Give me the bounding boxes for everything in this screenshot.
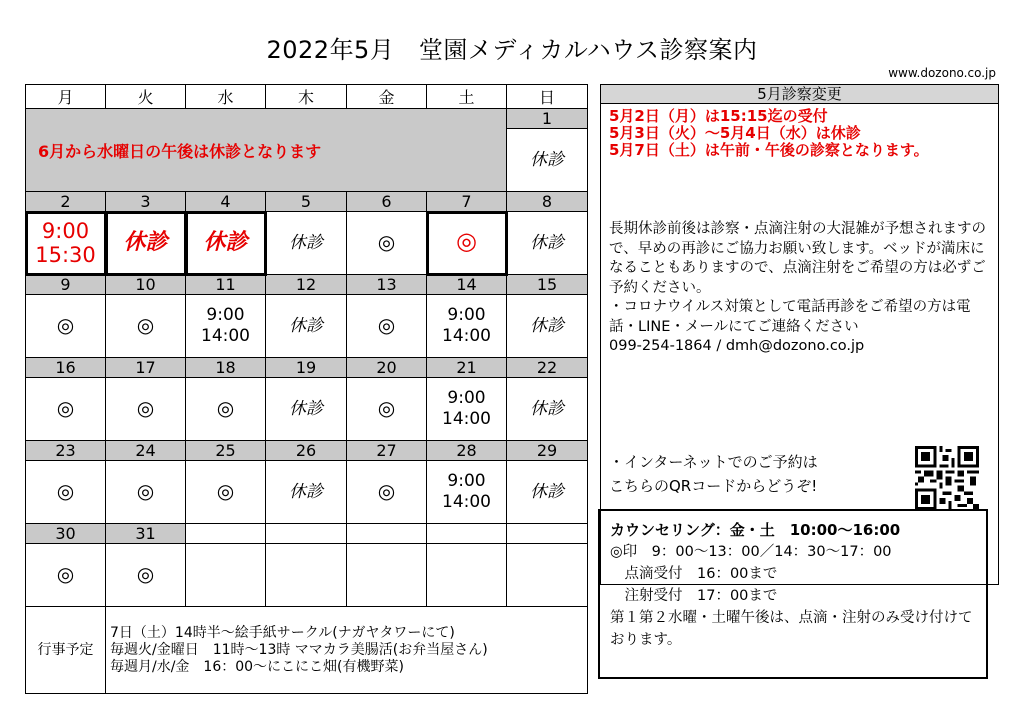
status-cell bbox=[106, 461, 186, 524]
status-cell bbox=[266, 378, 347, 441]
status-cell bbox=[186, 461, 266, 524]
weekday-sat: 土 bbox=[427, 85, 507, 109]
date-cell: 18 bbox=[186, 358, 266, 378]
status-cell-empty bbox=[186, 544, 266, 607]
status-cell bbox=[26, 378, 106, 441]
status-cell bbox=[347, 461, 427, 524]
date-cell: 13 bbox=[347, 275, 427, 295]
status-cell-empty bbox=[507, 544, 588, 607]
event-item: 毎週月/水/金 16：00～にこにこ畑(有機野菜) bbox=[110, 658, 404, 675]
website-url[interactable]: www.dozono.co.jp bbox=[888, 66, 996, 80]
status-cell bbox=[106, 544, 186, 607]
date-cell: 31 bbox=[106, 524, 186, 544]
events-row bbox=[26, 607, 588, 694]
status-row bbox=[26, 212, 588, 275]
open-mark: ◎ bbox=[136, 561, 155, 586]
date-cell: 14 bbox=[427, 275, 507, 295]
date-cell-empty bbox=[507, 524, 588, 544]
status-row bbox=[26, 461, 588, 524]
qr-caption-line: ・インターネットでのご予約は bbox=[609, 453, 818, 471]
date-cell: 6 bbox=[347, 192, 427, 212]
status-cell bbox=[507, 378, 588, 441]
date-row bbox=[26, 441, 588, 461]
date-cell: 10 bbox=[106, 275, 186, 295]
status-cell-empty bbox=[347, 544, 427, 607]
date-row bbox=[26, 524, 588, 544]
change-item: 5月2日（月）は15:15迄の受付 bbox=[609, 107, 828, 125]
weekday-sun: 日 bbox=[507, 85, 588, 109]
status-cell bbox=[427, 461, 507, 524]
open-mark: ◎ bbox=[377, 229, 396, 254]
closed-label: 休診 bbox=[530, 398, 564, 419]
events-label: 行事予定 bbox=[26, 607, 106, 694]
hours-open: 9:00 bbox=[41, 219, 90, 243]
status-cell bbox=[427, 212, 507, 275]
info-heading: 5月診察変更 bbox=[600, 84, 999, 104]
date-cell: 1 bbox=[507, 109, 588, 129]
contact-info[interactable]: 099-254-1864 / dmh@dozono.co.jp bbox=[609, 338, 865, 354]
status-cell-empty bbox=[266, 544, 347, 607]
date-cell: 5 bbox=[266, 192, 347, 212]
date-cell: 16 bbox=[26, 358, 106, 378]
date-row bbox=[26, 275, 588, 295]
status-cell bbox=[186, 378, 266, 441]
status-row bbox=[26, 544, 588, 607]
counseling-line: 注射受付 17：00まで bbox=[610, 588, 778, 604]
weekday-tue: 火 bbox=[106, 85, 186, 109]
date-cell: 17 bbox=[106, 358, 186, 378]
status-cell bbox=[266, 295, 347, 358]
date-row bbox=[26, 109, 588, 129]
hours-close: 14:00 bbox=[442, 409, 491, 429]
date-cell: 30 bbox=[26, 524, 106, 544]
qr-caption bbox=[609, 450, 818, 498]
notice-paragraph: 長期休診前後は診察・点滴注射の大混雑が予想されますので、早めの再診にご協力お願い致します。ベッドが満床になることもありますので、点滴注射をご希望の方は必ずご予約ください。 bbox=[609, 221, 986, 296]
date-cell: 12 bbox=[266, 275, 347, 295]
hours-close: 14:00 bbox=[201, 326, 250, 346]
open-mark: ◎ bbox=[136, 395, 155, 420]
hours-open: 9:00 bbox=[447, 471, 486, 491]
status-row bbox=[26, 295, 588, 358]
date-cell-empty bbox=[266, 524, 347, 544]
hours-close: 15:30 bbox=[35, 243, 96, 267]
status-cell bbox=[186, 295, 266, 358]
closed-label: 休診 bbox=[289, 232, 323, 253]
status-cell bbox=[106, 212, 186, 275]
closed-label: 休診 bbox=[530, 315, 564, 336]
open-mark: ◎ bbox=[216, 395, 235, 420]
calendar-table bbox=[25, 84, 588, 694]
closed-label: 休診 bbox=[203, 229, 248, 255]
closed-label: 休診 bbox=[530, 232, 564, 253]
status-cell bbox=[106, 378, 186, 441]
hours-close: 14:00 bbox=[442, 492, 491, 512]
status-cell bbox=[106, 295, 186, 358]
counseling-line: 第１第２水曜・土曜午後は、点滴・注射のみ受け付けております。 bbox=[610, 610, 973, 648]
date-cell: 8 bbox=[507, 192, 588, 212]
date-cell: 22 bbox=[507, 358, 588, 378]
qr-code-icon[interactable] bbox=[915, 446, 979, 510]
counseling-line: 点滴受付 16：00まで bbox=[610, 566, 778, 582]
notice-banner: 6月から水曜日の午後は休診となります bbox=[26, 109, 507, 192]
change-item: 5月3日（火）～5月4日（水）は休診 bbox=[609, 124, 861, 142]
date-cell: 25 bbox=[186, 441, 266, 461]
notice-paragraph: ・コロナウイルス対策として電話再診をご希望の方は電話・LINE・メールにてご連絡ください bbox=[609, 299, 971, 335]
date-cell: 4 bbox=[186, 192, 266, 212]
date-cell: 11 bbox=[186, 275, 266, 295]
date-cell: 21 bbox=[427, 358, 507, 378]
weekday-wed: 水 bbox=[186, 85, 266, 109]
date-cell: 2 bbox=[26, 192, 106, 212]
status-cell bbox=[427, 295, 507, 358]
hours-close: 14:00 bbox=[442, 326, 491, 346]
schedule-changes bbox=[609, 108, 994, 159]
status-cell bbox=[266, 212, 347, 275]
date-cell: 26 bbox=[266, 441, 347, 461]
status-row bbox=[26, 378, 588, 441]
status-cell bbox=[347, 378, 427, 441]
date-cell: 27 bbox=[347, 441, 427, 461]
date-cell-empty bbox=[186, 524, 266, 544]
weekday-header-row bbox=[26, 85, 588, 109]
date-row bbox=[26, 192, 588, 212]
closed-label: 休診 bbox=[530, 149, 564, 170]
closed-label: 休診 bbox=[530, 481, 564, 502]
status-cell bbox=[26, 295, 106, 358]
date-cell: 28 bbox=[427, 441, 507, 461]
date-cell: 24 bbox=[106, 441, 186, 461]
open-mark: ◎ bbox=[56, 395, 75, 420]
status-cell bbox=[347, 212, 427, 275]
closed-label: 休診 bbox=[289, 398, 323, 419]
counseling-box bbox=[598, 509, 988, 679]
status-cell bbox=[26, 544, 106, 607]
date-cell-empty bbox=[427, 524, 507, 544]
status-cell bbox=[347, 295, 427, 358]
date-cell: 20 bbox=[347, 358, 427, 378]
date-cell: 7 bbox=[427, 192, 507, 212]
event-item: 7日（土）14時半～絵手紙サークル(ナガヤタワーにて) bbox=[110, 624, 455, 641]
events-list bbox=[106, 607, 588, 694]
counseling-heading: カウンセリング：金・土 10:00～16:00 bbox=[610, 521, 901, 539]
open-mark: ◎ bbox=[377, 478, 396, 503]
open-mark: ◎ bbox=[56, 561, 75, 586]
change-item: 5月7日（土）は午前・午後の診察となります。 bbox=[609, 141, 929, 159]
weekday-fri: 金 bbox=[347, 85, 427, 109]
open-mark: ◎ bbox=[456, 227, 477, 255]
closed-label: 休診 bbox=[289, 481, 323, 502]
hours-open: 9:00 bbox=[206, 305, 245, 325]
open-mark: ◎ bbox=[377, 312, 396, 337]
status-cell-empty bbox=[427, 544, 507, 607]
notice-text bbox=[609, 220, 994, 357]
weekday-thu: 木 bbox=[266, 85, 347, 109]
open-mark: ◎ bbox=[136, 478, 155, 503]
open-mark: ◎ bbox=[377, 395, 396, 420]
closed-label: 休診 bbox=[123, 229, 168, 255]
open-mark: ◎ bbox=[56, 478, 75, 503]
status-cell bbox=[507, 295, 588, 358]
status-cell bbox=[507, 461, 588, 524]
closed-label: 休診 bbox=[289, 315, 323, 336]
date-row bbox=[26, 358, 588, 378]
status-cell bbox=[427, 378, 507, 441]
date-cell: 19 bbox=[266, 358, 347, 378]
event-item: 毎週火/金曜日 11時～13時 ママカラ美腸活(お弁当屋さん) bbox=[110, 641, 488, 658]
date-cell: 9 bbox=[26, 275, 106, 295]
status-cell bbox=[26, 212, 106, 275]
status-cell bbox=[266, 461, 347, 524]
hours-open: 9:00 bbox=[447, 305, 486, 325]
open-mark: ◎ bbox=[216, 478, 235, 503]
date-cell: 29 bbox=[507, 441, 588, 461]
status-cell bbox=[26, 461, 106, 524]
hours-open: 9:00 bbox=[447, 388, 486, 408]
date-cell: 3 bbox=[106, 192, 186, 212]
open-mark: ◎ bbox=[56, 312, 75, 337]
open-mark: ◎ bbox=[136, 312, 155, 337]
date-cell: 23 bbox=[26, 441, 106, 461]
date-cell-empty bbox=[347, 524, 427, 544]
page-title: 2022年5月 堂園メディカルハウス診察案内 bbox=[266, 36, 758, 64]
qr-caption-line: こちらのQRコードからどうぞ! bbox=[609, 477, 818, 495]
status-cell bbox=[186, 212, 266, 275]
weekday-mon: 月 bbox=[26, 85, 106, 109]
counseling-line: ◎印 9：00～13：00／14：30～17：00 bbox=[610, 544, 892, 560]
date-cell: 15 bbox=[507, 275, 588, 295]
status-cell bbox=[507, 129, 588, 192]
status-cell bbox=[507, 212, 588, 275]
